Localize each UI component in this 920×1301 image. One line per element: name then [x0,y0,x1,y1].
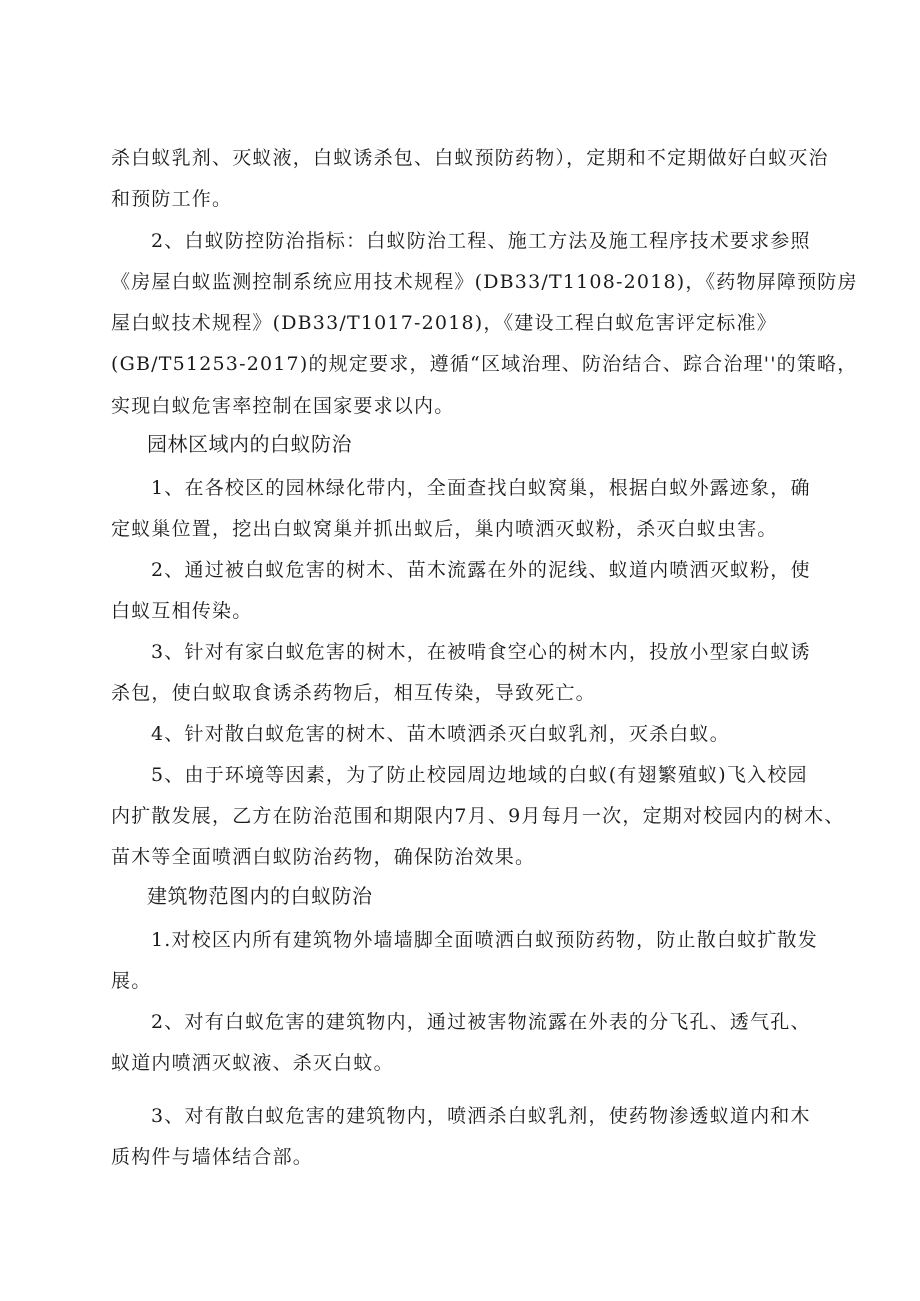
paragraph-line: 2、通过被白蚁危害的树木、苗木流露在外的泥线、蚁道内喷洒灭蚁粉，使 [151,559,811,581]
section-heading: 建筑物范图内的白蚁防治 [147,884,373,908]
section-heading: 园林区域内的白蚁防治 [147,432,352,456]
paragraph-line: 1.对校区内所有建筑物外墙墙脚全面喷洒白蚁预防药物，防止散白蚊扩散发 [151,929,818,951]
paragraph-line: (GB/T51253-2017)的规定要求，遵循“区域治理、防治结合、踪合治理''的策略， [111,353,858,375]
paragraph-line: 质构件与墙体结合部。 [111,1146,314,1168]
paragraph-line: 白蚁互相传染。 [111,600,253,622]
paragraph-line: 和预防工作。 [111,188,233,210]
paragraph-line: 5、由于环境等因素，为了防止校园周边地域的白蚁(有翅繁殖蚁)飞入校园 [151,764,808,786]
paragraph-line: 定蚁巢位置，挖出白蚁窝巢并抓出蚁后，巢内喷洒灭蚁粉，杀灭白蚁虫害。 [111,518,778,540]
paragraph-line: 1、在各校区的园林绿化带内，全面查找白蚁窝巢，根据白蚁外露迹象，确 [151,477,811,499]
paragraph-line: 4、针对散白蚁危害的树木、苗木喷洒杀灭白蚁乳剂，灭杀白蚁。 [151,723,730,745]
paragraph-line: 屋白蚁技术规程》(DB33/T1017-2018)，《建设工程白蚁危害评定标准》 [111,312,777,334]
paragraph-line: 2、对有白蚁危害的建筑物内，通过被害物流露在外表的分飞孔、透气孔、 [151,1011,811,1033]
paragraph-line: 杀白蚁乳剂、灭蚁液，白蚁诱杀包、白蚁预防药物），定期和不定期做好白蚁灭治 [111,147,829,169]
paragraph-line: 苗木等全面喷洒白蚁防治药物，确保防治效果。 [111,846,536,868]
paragraph-line: 《房屋白蚁监测控制系统应用技术规程》(DB33/T1108-2018)，《药物屏障预防房 [111,271,858,293]
paragraph-line: 展。 [111,970,152,992]
paragraph-line: 3、针对有家白蚁危害的树木，在被啃食空心的树木内，投放小型家白蚁诱 [151,641,811,663]
paragraph-line: 实现白蚁危害率控制在国家要求以内。 [111,395,455,417]
paragraph-line: 内扩散发展，乙方在防治范围和期限内7月、9月每月一次，定期对校园内的树木、 [111,805,845,827]
paragraph-line: 2、白蚁防控防治指标：白蚁防治工程、施工方法及施工程序技术要求参照 [151,230,811,252]
paragraph-line: 3、对有散白蚁危害的建筑物内，喷洒杀白蚁乳剂，使药物渗透蚁道内和木 [151,1105,811,1127]
paragraph-line: 杀包，使白蚁取食诱杀药物后，相互传染，导致死亡。 [111,682,596,704]
paragraph-line: 蚁道内喷洒灭蚁液、杀灭白蚊。 [111,1052,394,1074]
